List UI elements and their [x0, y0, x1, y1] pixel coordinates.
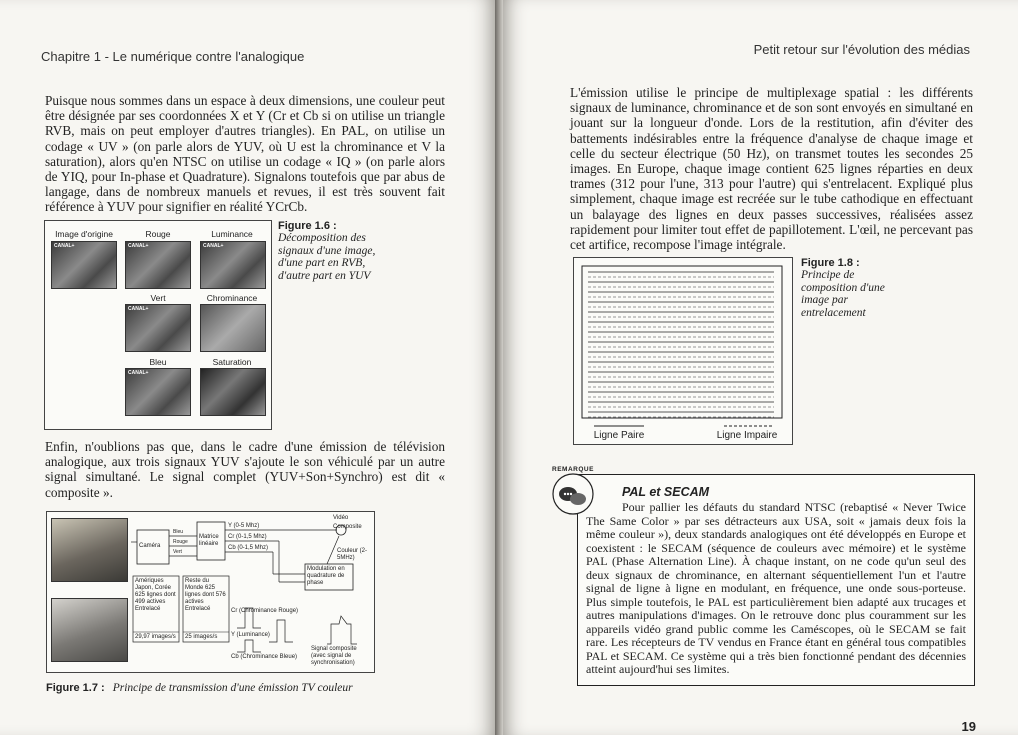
figure-1-8-caption [801, 257, 901, 319]
camera-label: Caméra [139, 543, 161, 549]
label-rouge: Rouge [145, 229, 171, 239]
matrice-label: Matrice linéaire [199, 534, 219, 547]
label-bleu: Bleu [149, 357, 167, 367]
remark-text: Pour pallier les défauts du standard NTSC (rebaptisé « Never Twice The Same Color » par ses détracteurs aux USA, soit « jamais deux fois la même couleur »), deux standards analogiques ont été développés en Europe et coexistent : le SECAM (séquence de couleurs avec mémoire) et le système PAL (Phase Alternation Line). À chaque instant, on ne code qu'un seul des deux signaux de chrominance, en alternant séquentiellement l'un et l'autre signal de ligne à ligne en modulant, en fréquence, une onde sous-porteuse. Plus simple toutefois, le PAL est particulièrement bien adapté aux trucages et autres manipulations d'images. On le retrouve donc plus couramment sur les appareils vidéo grand public comme les Caméscopes, où le SECAM se fait rare. Les récepteurs de TV vendus en France étant en général tous compatibles PAL et SECAM. Ce système qui a très bien fonctionné pendant des décennies atteint aujourd'hui ses limites. [586, 500, 966, 676]
thumb-original: CANAL+ [51, 241, 117, 289]
figure-1-7 [46, 511, 375, 673]
video-label: Vidéo [333, 515, 349, 521]
couleur-label: Couleur (2-5MHz) [337, 548, 368, 561]
bleu-line-label: Bleu [173, 529, 184, 535]
left-paragraph-2: Enfin, n'oublions pas que, dans le cadre d'une émission de télévision analogique, aux trois signaux YUV s'ajoute le son véhiculé par un autre signal simultané. Le signal complet (YUV+Son+Synchro) est dit « composite ». [45, 439, 445, 500]
figure-1-8-title: Figure 1.8 : [801, 257, 860, 269]
interlace-diagram [574, 258, 792, 444]
cr-line-label: Cr (0-1,5 Mhz) [228, 534, 267, 540]
right-page [503, 0, 1018, 735]
cb-line-label: Cb (0-1,5 Mhz) [228, 545, 269, 551]
figure-1-8 [573, 257, 793, 445]
composite-label: Composite [333, 524, 362, 530]
label-vert: Vert [150, 293, 166, 303]
remark-box [577, 474, 975, 686]
figure-1-6-title: Figure 1.6 : [278, 220, 337, 232]
signal-composite-label: Signal composite (avec signal de synchronisation) [311, 646, 357, 666]
world-label: Reste du Monde 625 lignes dont 576 actives Entrelacé [185, 578, 226, 612]
left-page [0, 0, 497, 735]
world-rate: 25 images/s [185, 634, 218, 640]
chroma-rouge-label: Cr (Chrominance Rouge) [231, 608, 299, 614]
left-paragraph-1: Puisque nous sommes dans un espace à deux dimensions, une couleur peut être désignée par ses coordonnées X et Y (Cr et Cb si on utilise un triangle RVB, mais on peut employer d'autres triangles). En PAL, on utilise un codage « UV » (on parle alors de YUV, où U est la chrominance et V la saturation), alors qu'en NTSC on utilise un codage « IQ » (on parle alors de YIQ, pour In-phase et Quadrature). Signalons toutefois que par abus de langage, dans de nombreux manuels et revues, il est très souvent fait référence à YUV pour signifier en réalité YCrCb. [45, 93, 445, 215]
thumb-vert: CANAL+ [125, 304, 191, 352]
chapter-header: Chapitre 1 - Le numérique contre l'analogique [41, 49, 305, 64]
figure-1-7-text: Principe de transmission d'une émission TV couleur [112, 682, 353, 694]
right-paragraph-1: L'émission utilise le principe de multiplexage spatial : les différents signaux de luminance, chrominance et de son sont envoyés en simultané en jouant sur la longueur d'onde. Lors de la restitution, afin d'éviter des battements indésirables entre la fréquence d'analyse de chaque image et celle du secteur électrique (50 Hz), on transmet toutes les secondes 25 images. En Europe, chaque image contient 625 lignes réparties en deux trames (312 pour l'une, 313 pour l'autre) qui s'entrelacent. Expliqué plus simplement, chaque image est recréée sur le tube cathodique en effectuant un balayage des lignes en deux passes successives, réalisées assez rapidement pour limiter tout effet de papillotement. L'œil, ne percevant pas cet artifice, recompose l'image intégrale. [570, 85, 973, 253]
thumb-chrominance [200, 304, 266, 352]
figure-1-6-caption [278, 220, 378, 282]
figure-1-6 [44, 220, 272, 430]
speech-bubbles-icon [547, 466, 599, 518]
luminance-label: Y (Luminance) [231, 632, 270, 638]
y-line-label: Y (0-5 Mhz) [228, 523, 260, 529]
thumb-luminance: CANAL+ [200, 241, 266, 289]
figure-1-7-title: Figure 1.7 : [46, 682, 105, 694]
label-original: Image d'origine [55, 229, 113, 239]
page-number: 19 [961, 719, 976, 734]
vert-line-label: Vert [173, 549, 182, 555]
americas-rate: 29,97 images/s [135, 634, 176, 640]
figure-1-7-caption [46, 678, 466, 696]
remark-badge-label: REMARQUE [552, 466, 594, 473]
label-luminance: Luminance [211, 229, 253, 239]
americas-label: Amériques Japon, Corée 625 lignes dont 499 actives Entrelacé [135, 578, 176, 612]
remark-badge [547, 466, 599, 518]
label-saturation: Saturation [212, 357, 252, 367]
figure-1-6-text: Décomposition des signaux d'une image, d'une part en RVB, d'autre part en YUV [278, 232, 376, 282]
thumb-saturation [200, 368, 266, 416]
chroma-bleue-label: Cb (Chrominance Bleue) [231, 654, 298, 660]
ligne-impaire-label: Ligne Impaire [716, 430, 778, 441]
ligne-paire-label: Ligne Paire [593, 430, 645, 441]
thumb-bleu: CANAL+ [125, 368, 191, 416]
remark-title: PAL et SECAM [622, 485, 710, 499]
label-chrominance: Chrominance [206, 293, 258, 303]
figure-1-8-text: Principe de composition d'une image par entrelacement [801, 269, 885, 319]
thumb-rouge: CANAL+ [125, 241, 191, 289]
section-header: Petit retour sur l'évolution des médias [753, 42, 970, 57]
rouge-line-label: Rouge [173, 539, 188, 545]
modulation-label: Modulation en quadrature de phase [307, 566, 345, 586]
